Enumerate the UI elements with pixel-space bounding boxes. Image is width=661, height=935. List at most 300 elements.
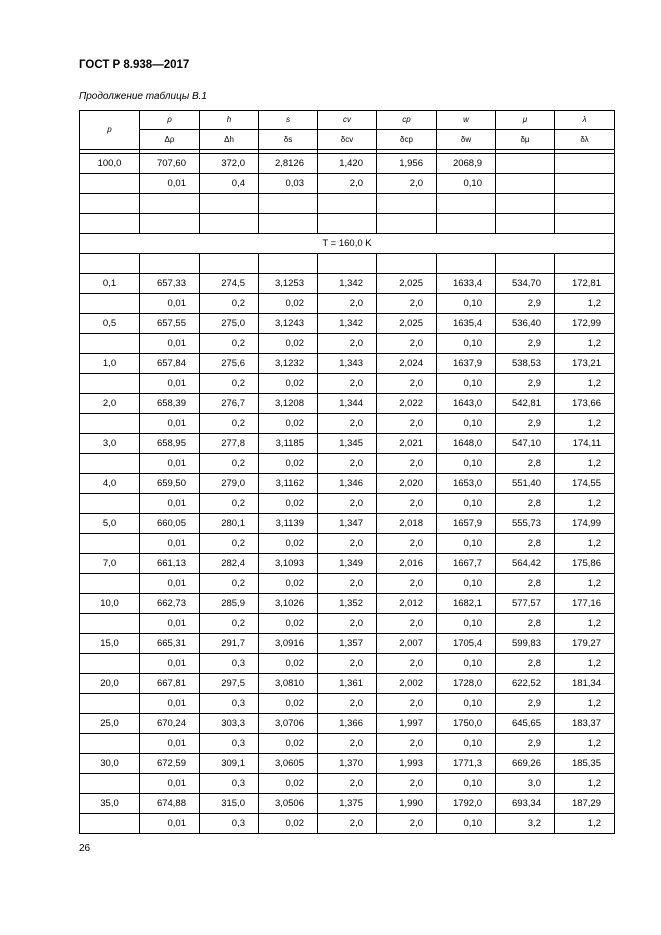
cell-uncertainty: 2,0 (318, 494, 377, 514)
table-row (80, 474, 615, 494)
header-mu: μ (496, 111, 555, 130)
cell-p: 10,0 (80, 594, 140, 614)
cell-uncertainty: 3,2 (496, 814, 555, 834)
cell-uncertainty: 1,2 (555, 694, 615, 714)
cell-value: 1,344 (318, 394, 377, 414)
cell-value: 3,1026 (259, 594, 318, 614)
cell-uncertainty: 2,0 (377, 694, 437, 714)
cell-value: 2,018 (377, 514, 437, 534)
cell-value: 315,0 (200, 794, 259, 814)
cell-uncertainty: 2,0 (318, 374, 377, 394)
cell-uncertainty: 2,8 (496, 614, 555, 634)
cell-uncertainty: 1,2 (555, 614, 615, 634)
header-s: s (259, 111, 318, 130)
cell-uncertainty: 0,10 (437, 534, 496, 554)
header-d-s: δs (259, 130, 318, 150)
cell-uncertainty: 2,0 (377, 654, 437, 674)
cell-empty (80, 734, 140, 754)
cell-value: 3,1139 (259, 514, 318, 534)
cell-uncertainty: 2,9 (496, 734, 555, 754)
empty-row (80, 194, 615, 214)
cell-value: 1635,4 (437, 314, 496, 334)
cell-empty (80, 334, 140, 354)
cell-uncertainty: 2,0 (377, 374, 437, 394)
cell-uncertainty: 1,2 (555, 814, 615, 834)
cell-value: 1,343 (318, 354, 377, 374)
cell-uncertainty: 1,2 (555, 534, 615, 554)
page-number: 26 (79, 843, 91, 854)
cell-value: 3,1162 (259, 474, 318, 494)
header-d-rho: Δρ (140, 130, 200, 150)
cell-value: 1653,0 (437, 474, 496, 494)
table-row (80, 754, 615, 774)
cell-empty (80, 494, 140, 514)
header-d-h: Δh (200, 130, 259, 150)
cell: 0,10 (437, 174, 496, 194)
cell-empty (80, 694, 140, 714)
cell-value: 277,8 (200, 434, 259, 454)
cell-value: 2,022 (377, 394, 437, 414)
table-row (80, 434, 615, 454)
header-lambda: λ (555, 111, 615, 130)
cell-uncertainty: 1,2 (555, 574, 615, 594)
table-row (80, 414, 615, 434)
cell-uncertainty: 2,0 (318, 574, 377, 594)
cell-p: 20,0 (80, 674, 140, 694)
cell-uncertainty: 2,0 (377, 494, 437, 514)
cell-value: 172,81 (555, 274, 615, 294)
cell-p: 35,0 (80, 794, 140, 814)
cell-uncertainty: 0,01 (140, 454, 200, 474)
cell-p: 0,1 (80, 274, 140, 294)
cell-uncertainty: 2,0 (318, 294, 377, 314)
cell-uncertainty: 0,01 (140, 614, 200, 634)
cell-value: 669,26 (496, 754, 555, 774)
cell-value: 2,025 (377, 274, 437, 294)
cell-uncertainty: 2,0 (318, 454, 377, 474)
cell-value: 1,361 (318, 674, 377, 694)
section-label: T = 160,0 K (80, 234, 615, 254)
cell-uncertainty: 0,10 (437, 374, 496, 394)
cell-uncertainty: 0,10 (437, 654, 496, 674)
cell-uncertainty: 2,9 (496, 294, 555, 314)
cell-uncertainty: 0,01 (140, 654, 200, 674)
cell-p: 2,0 (80, 394, 140, 414)
cell-p: 3,0 (80, 434, 140, 454)
empty-row (80, 214, 615, 234)
cell-uncertainty: 2,9 (496, 374, 555, 394)
cell-uncertainty: 2,0 (377, 574, 437, 594)
cell-uncertainty: 0,01 (140, 414, 200, 434)
header-cp: cp (377, 111, 437, 130)
cell-value: 1,352 (318, 594, 377, 614)
cell-value: 657,33 (140, 274, 200, 294)
cell-value: 645,65 (496, 714, 555, 734)
cell-uncertainty: 0,02 (259, 334, 318, 354)
cell-value: 534,70 (496, 274, 555, 294)
cell-uncertainty: 0,02 (259, 654, 318, 674)
cell (496, 174, 555, 194)
cell-uncertainty: 2,0 (318, 414, 377, 434)
cell: 1,420 (318, 154, 377, 174)
cell-value: 2,025 (377, 314, 437, 334)
table-row (80, 614, 615, 634)
cell-value: 274,5 (200, 274, 259, 294)
cell-uncertainty: 0,3 (200, 774, 259, 794)
cell: 0,03 (259, 174, 318, 194)
header-d-cp: δcp (377, 130, 437, 150)
cell-empty (80, 774, 140, 794)
cell-value: 1,342 (318, 274, 377, 294)
cell-empty (80, 414, 140, 434)
cell-uncertainty: 0,10 (437, 334, 496, 354)
cell-p: 7,0 (80, 554, 140, 574)
cell-empty (80, 374, 140, 394)
cell-value: 661,13 (140, 554, 200, 574)
cell-p: 1,0 (80, 354, 140, 374)
cell-value: 555,73 (496, 514, 555, 534)
cell-value: 1648,0 (437, 434, 496, 454)
cell-uncertainty: 0,2 (200, 574, 259, 594)
cell-value: 564,42 (496, 554, 555, 574)
cell-p: 15,0 (80, 634, 140, 654)
cell-value: 536,40 (496, 314, 555, 334)
table-row (80, 494, 615, 514)
cell-value: 3,0706 (259, 714, 318, 734)
cell-uncertainty: 2,0 (377, 454, 437, 474)
table-row (80, 514, 615, 534)
cell-value: 183,37 (555, 714, 615, 734)
cell-value: 674,88 (140, 794, 200, 814)
cell-uncertainty: 2,0 (318, 734, 377, 754)
cell-p: 25,0 (80, 714, 140, 734)
cell-value: 1,990 (377, 794, 437, 814)
cell: 0,4 (200, 174, 259, 194)
table-row (80, 694, 615, 714)
cell-uncertainty: 0,02 (259, 374, 318, 394)
cell-uncertainty: 0,10 (437, 574, 496, 594)
cell-uncertainty: 2,0 (318, 614, 377, 634)
cell-value: 657,55 (140, 314, 200, 334)
cell-value: 2,016 (377, 554, 437, 574)
cell-uncertainty: 2,0 (377, 774, 437, 794)
cell-value: 1,346 (318, 474, 377, 494)
cell-value: 2,007 (377, 634, 437, 654)
cell-uncertainty: 3,0 (496, 774, 555, 794)
cell-uncertainty: 0,02 (259, 494, 318, 514)
cell-uncertainty: 2,0 (318, 774, 377, 794)
cell-uncertainty: 0,02 (259, 614, 318, 634)
cell-value: 1,997 (377, 714, 437, 734)
cell-uncertainty: 1,2 (555, 334, 615, 354)
cell-value: 1750,0 (437, 714, 496, 734)
table-row (80, 374, 615, 394)
cell-empty (80, 814, 140, 834)
cell-value: 659,50 (140, 474, 200, 494)
cell-uncertainty: 0,2 (200, 414, 259, 434)
cell-uncertainty: 0,2 (200, 534, 259, 554)
cell-uncertainty: 2,0 (377, 614, 437, 634)
cell-uncertainty: 0,01 (140, 734, 200, 754)
cell-uncertainty: 0,02 (259, 774, 318, 794)
cell-uncertainty: 0,10 (437, 734, 496, 754)
cell-uncertainty: 1,2 (555, 494, 615, 514)
cell (496, 154, 555, 174)
cell-uncertainty: 0,02 (259, 734, 318, 754)
header-rho: ρ (140, 111, 200, 130)
standard-designation: ГОСТ Р 8.938—2017 (79, 59, 190, 71)
cell-uncertainty: 1,2 (555, 734, 615, 754)
table-row (80, 594, 615, 614)
cell-uncertainty: 2,8 (496, 454, 555, 474)
cell-value: 187,29 (555, 794, 615, 814)
table-row (80, 574, 615, 594)
cell-uncertainty: 0,01 (140, 374, 200, 394)
cell-uncertainty: 2,0 (318, 814, 377, 834)
cell-value: 1,370 (318, 754, 377, 774)
header-d-w: δw (437, 130, 496, 150)
cell-value: 1643,0 (437, 394, 496, 414)
cell-value: 303,3 (200, 714, 259, 734)
cell-uncertainty: 0,2 (200, 374, 259, 394)
cell-value: 1633,4 (437, 274, 496, 294)
cell-empty (80, 454, 140, 474)
cell-uncertainty: 2,8 (496, 494, 555, 514)
cell: 2,0 (377, 174, 437, 194)
cell-value: 172,99 (555, 314, 615, 334)
cell-value: 3,0506 (259, 794, 318, 814)
header-d-mu: δμ (496, 130, 555, 150)
table-row (80, 314, 615, 334)
cell-value: 2,024 (377, 354, 437, 374)
cell (555, 174, 615, 194)
cell-uncertainty: 0,02 (259, 534, 318, 554)
cell-value: 174,99 (555, 514, 615, 534)
header-cv: cv (318, 111, 377, 130)
table-row (80, 734, 615, 754)
table-row (80, 654, 615, 674)
cell-uncertainty: 0,02 (259, 574, 318, 594)
cell-value: 658,39 (140, 394, 200, 414)
cell-value: 622,52 (496, 674, 555, 694)
cell-uncertainty: 0,2 (200, 494, 259, 514)
cell-value: 181,34 (555, 674, 615, 694)
cell-value: 174,55 (555, 474, 615, 494)
cell-uncertainty: 2,8 (496, 534, 555, 554)
table-row (80, 274, 615, 294)
cell-value: 285,9 (200, 594, 259, 614)
cell-value: 1,357 (318, 634, 377, 654)
cell-uncertainty: 0,10 (437, 814, 496, 834)
empty-row (80, 254, 615, 274)
cell: 372,0 (200, 154, 259, 174)
cell-p: 4,0 (80, 474, 140, 494)
cell-value: 1,347 (318, 514, 377, 534)
cell-value: 551,40 (496, 474, 555, 494)
cell-uncertainty: 0,02 (259, 294, 318, 314)
table-row (80, 774, 615, 794)
cell-value: 276,7 (200, 394, 259, 414)
cell-uncertainty: 2,0 (318, 654, 377, 674)
cell-value: 280,1 (200, 514, 259, 534)
cell-uncertainty: 2,0 (377, 734, 437, 754)
cell-value: 2,020 (377, 474, 437, 494)
cell-value: 1792,0 (437, 794, 496, 814)
cell-value: 1,993 (377, 754, 437, 774)
cell-value: 282,4 (200, 554, 259, 574)
cell-value: 177,16 (555, 594, 615, 614)
cell-uncertainty: 0,02 (259, 414, 318, 434)
cell-value: 1,349 (318, 554, 377, 574)
cell-value: 538,53 (496, 354, 555, 374)
cell-uncertainty: 0,02 (259, 694, 318, 714)
table-row (80, 794, 615, 814)
cell-value: 173,66 (555, 394, 615, 414)
cell-uncertainty: 1,2 (555, 414, 615, 434)
cell-value: 657,84 (140, 354, 200, 374)
cell-value: 3,1232 (259, 354, 318, 374)
table-row (80, 154, 615, 174)
section-heading-row (80, 234, 615, 254)
table-row (80, 394, 615, 414)
cell: 707,60 (140, 154, 200, 174)
cell-uncertainty: 2,0 (377, 294, 437, 314)
table-caption: Продолжение таблицы В.1 (79, 91, 207, 102)
cell-value: 3,1208 (259, 394, 318, 414)
cell-p: 5,0 (80, 514, 140, 534)
cell-uncertainty: 0,3 (200, 654, 259, 674)
table-row (80, 674, 615, 694)
cell-empty (80, 654, 140, 674)
table-row (80, 814, 615, 834)
cell-uncertainty: 0,2 (200, 454, 259, 474)
cell-value: 547,10 (496, 434, 555, 454)
cell-uncertainty: 2,8 (496, 654, 555, 674)
cell-uncertainty: 0,3 (200, 694, 259, 714)
cell-value: 297,5 (200, 674, 259, 694)
table-row (80, 554, 615, 574)
cell-value: 279,0 (200, 474, 259, 494)
cell-uncertainty: 2,0 (377, 334, 437, 354)
cell-uncertainty: 0,01 (140, 694, 200, 714)
cell-value: 542,81 (496, 394, 555, 414)
cell (555, 154, 615, 174)
cell-value: 1728,0 (437, 674, 496, 694)
data-table (79, 110, 615, 834)
table-row (80, 714, 615, 734)
cell-value: 1682,1 (437, 594, 496, 614)
cell-value: 175,86 (555, 554, 615, 574)
cell-value: 670,24 (140, 714, 200, 734)
cell-uncertainty: 0,2 (200, 614, 259, 634)
cell-value: 3,1185 (259, 434, 318, 454)
cell-value: 3,1093 (259, 554, 318, 574)
cell-uncertainty: 0,3 (200, 734, 259, 754)
cell-value: 309,1 (200, 754, 259, 774)
cell-uncertainty: 2,0 (377, 414, 437, 434)
cell-p: 0,5 (80, 314, 140, 334)
cell-uncertainty: 1,2 (555, 294, 615, 314)
cell-uncertainty: 0,01 (140, 574, 200, 594)
cell-value: 1705,4 (437, 634, 496, 654)
cell-uncertainty: 0,10 (437, 494, 496, 514)
cell-value: 174,11 (555, 434, 615, 454)
cell-uncertainty: 0,10 (437, 294, 496, 314)
cell-uncertainty: 1,2 (555, 374, 615, 394)
table-row (80, 534, 615, 554)
cell-uncertainty: 0,02 (259, 454, 318, 474)
cell-uncertainty: 0,01 (140, 814, 200, 834)
cell-value: 3,0810 (259, 674, 318, 694)
cell: 2068,9 (437, 154, 496, 174)
cell-value: 275,0 (200, 314, 259, 334)
cell-value: 1771,3 (437, 754, 496, 774)
cell-p: 30,0 (80, 754, 140, 774)
cell-uncertainty: 0,10 (437, 414, 496, 434)
cell-value: 693,34 (496, 794, 555, 814)
cell-uncertainty: 0,3 (200, 814, 259, 834)
cell-value: 2,012 (377, 594, 437, 614)
header-d-lambda: δλ (555, 130, 615, 150)
cell-value: 665,31 (140, 634, 200, 654)
cell-value: 185,35 (555, 754, 615, 774)
table-row (80, 354, 615, 374)
cell-value: 1,375 (318, 794, 377, 814)
cell (80, 174, 140, 194)
cell-uncertainty: 1,2 (555, 774, 615, 794)
cell-uncertainty: 2,0 (377, 534, 437, 554)
cell-uncertainty: 1,2 (555, 454, 615, 474)
header-h: h (200, 111, 259, 130)
cell-value: 1,366 (318, 714, 377, 734)
cell-empty (80, 614, 140, 634)
cell-value: 662,73 (140, 594, 200, 614)
cell-value: 3,1253 (259, 274, 318, 294)
cell-empty (80, 574, 140, 594)
cell-value: 179,27 (555, 634, 615, 654)
header-w: w (437, 111, 496, 130)
cell-uncertainty: 0,02 (259, 814, 318, 834)
cell-uncertainty: 0,2 (200, 294, 259, 314)
cell-uncertainty: 0,01 (140, 774, 200, 794)
cell-uncertainty: 2,9 (496, 694, 555, 714)
cell-value: 3,0916 (259, 634, 318, 654)
cell-value: 660,05 (140, 514, 200, 534)
cell-value: 672,59 (140, 754, 200, 774)
cell-uncertainty: 0,01 (140, 494, 200, 514)
cell-value: 2,002 (377, 674, 437, 694)
cell-uncertainty: 2,9 (496, 334, 555, 354)
cell-value: 1637,9 (437, 354, 496, 374)
cell: 1,956 (377, 154, 437, 174)
cell: 2,8126 (259, 154, 318, 174)
cell-value: 1657,9 (437, 514, 496, 534)
cell-empty (80, 534, 140, 554)
cell-uncertainty: 0,2 (200, 334, 259, 354)
cell-value: 577,57 (496, 594, 555, 614)
cell-uncertainty: 2,0 (318, 534, 377, 554)
cell-uncertainty: 2,0 (318, 694, 377, 714)
cell: 100,0 (80, 154, 140, 174)
cell-value: 3,0605 (259, 754, 318, 774)
header-d-cv: δcv (318, 130, 377, 150)
cell-uncertainty: 1,2 (555, 654, 615, 674)
cell-value: 2,021 (377, 434, 437, 454)
cell-uncertainty: 0,10 (437, 454, 496, 474)
cell-value: 275,6 (200, 354, 259, 374)
table-row (80, 294, 615, 314)
cell-value: 291,7 (200, 634, 259, 654)
